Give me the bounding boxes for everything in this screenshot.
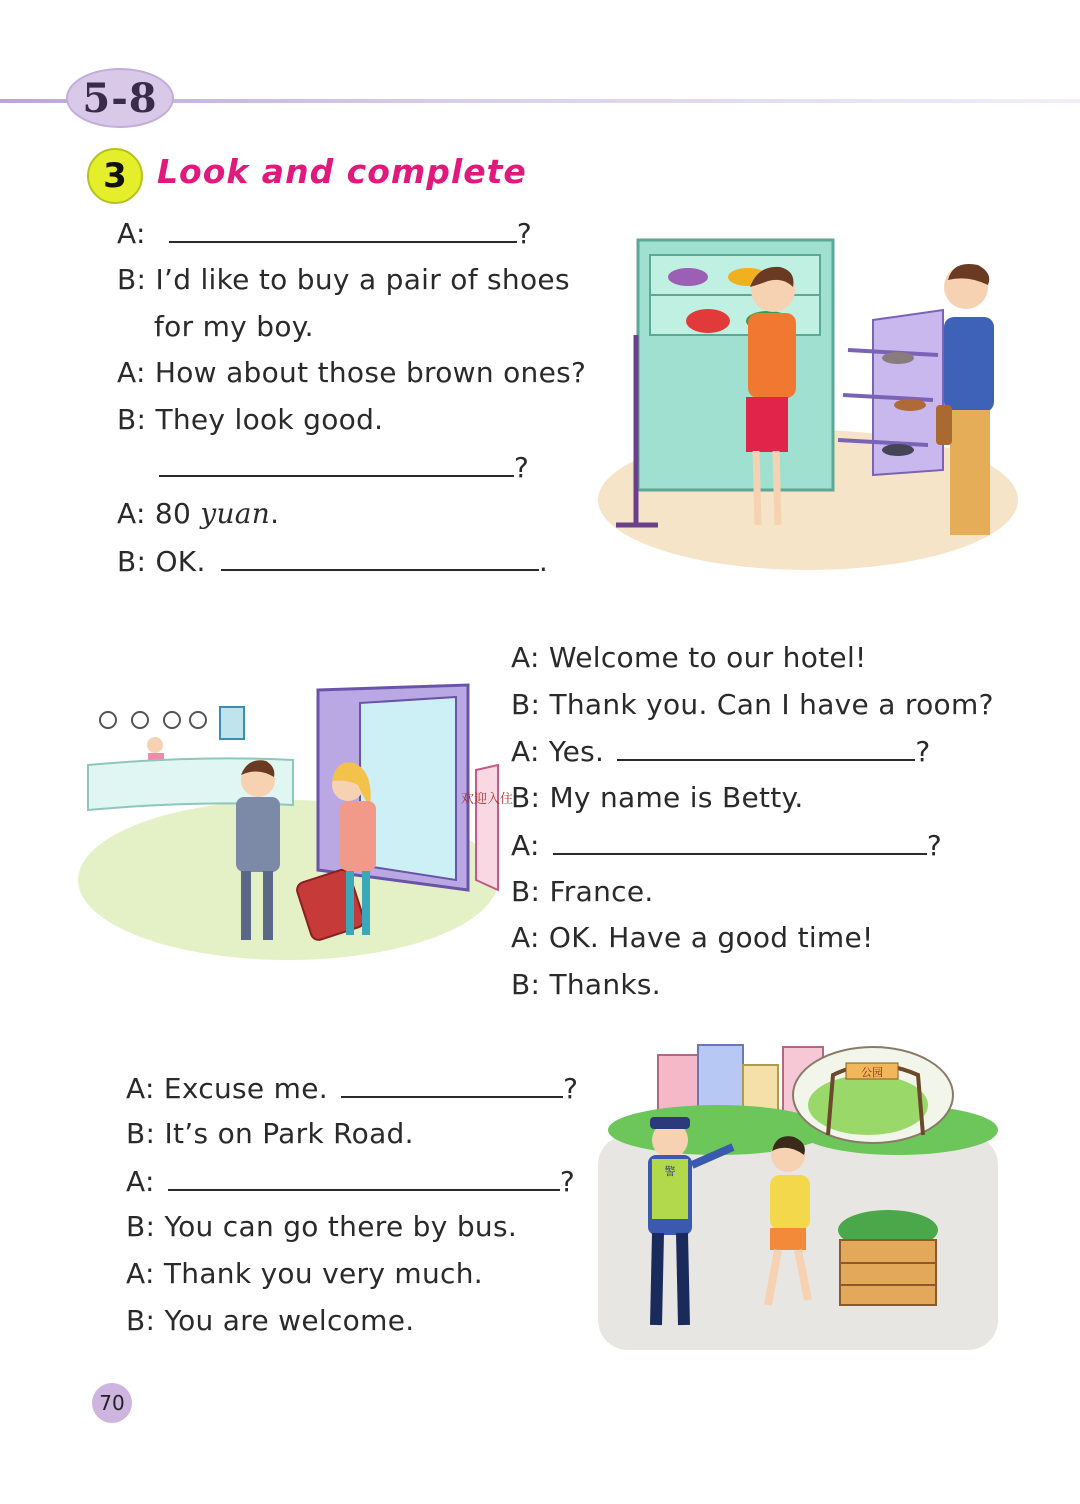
line-text: A: 80 <box>117 497 201 530</box>
answer-blank[interactable] <box>169 213 517 243</box>
dialogue2-line5 <box>511 825 942 866</box>
police-badge: 警 <box>664 1165 676 1178</box>
section-title: Look and complete <box>157 152 527 191</box>
dialogue3-line1 <box>126 1068 578 1109</box>
punct: ? <box>516 217 533 250</box>
section-number-badge: 3 <box>87 148 143 204</box>
dialogue1-line6 <box>159 447 529 488</box>
dialogue2-line8: B: Thanks. <box>511 968 661 1001</box>
dialogue3-line4: B: You can go there by bus. <box>126 1210 518 1243</box>
dialogue1-line3: for my boy. <box>154 310 314 343</box>
shoe-shop-illustration <box>598 225 1018 570</box>
dialogue1-line1 <box>117 213 532 254</box>
punct: ? <box>926 829 943 862</box>
speaker-label: A: <box>511 829 540 862</box>
line-text: B: OK. <box>117 545 206 578</box>
line-text: A: Yes. <box>511 735 605 768</box>
dialogue1-line7 <box>117 494 279 534</box>
directions-illustration <box>598 1035 998 1350</box>
dialogue1-line4: A: How about those brown ones? <box>117 356 587 389</box>
dialogue3-line3 <box>126 1161 575 1202</box>
answer-blank[interactable] <box>159 447 514 477</box>
speaker-label: A: <box>126 1165 155 1198</box>
dialogue2-line1: A: Welcome to our hotel! <box>511 641 867 674</box>
line-text: A: Excuse me. <box>126 1072 328 1105</box>
hotel-welcome-sign: 欢迎入住 <box>460 792 514 807</box>
answer-blank[interactable] <box>168 1161 560 1191</box>
dialogue2-line6: B: France. <box>511 875 654 908</box>
speaker-label: A: <box>117 217 146 250</box>
unit-badge: 5-8 <box>66 68 174 128</box>
answer-blank[interactable] <box>617 731 915 761</box>
currency-word: yuan <box>200 497 271 530</box>
page-number: 70 <box>92 1383 132 1423</box>
answer-blank[interactable] <box>221 541 539 571</box>
answer-blank[interactable] <box>341 1068 563 1098</box>
dialogue1-line5: B: They look good. <box>117 403 384 436</box>
dialogue1-line2: B: I’d like to buy a pair of shoes <box>117 263 570 296</box>
dialogue2-line2: B: Thank you. Can I have a room? <box>511 688 994 721</box>
dialogue2-line3 <box>511 731 931 772</box>
punct: ? <box>915 735 931 768</box>
punct: ? <box>559 1165 576 1198</box>
answer-blank[interactable] <box>553 825 927 855</box>
dialogue3-line5: A: Thank you very much. <box>126 1257 483 1290</box>
hotel-lobby-illustration <box>78 685 514 960</box>
dialogue3-line2: B: It’s on Park Road. <box>126 1117 414 1150</box>
punct: . <box>270 497 280 530</box>
dialogue3-line6: B: You are welcome. <box>126 1304 415 1337</box>
punct: ? <box>563 1072 579 1105</box>
dialogue2-line7: A: OK. Have a good time! <box>511 921 874 954</box>
punct: . <box>538 545 549 578</box>
dialogue2-line4: B: My name is Betty. <box>511 781 804 814</box>
park-sign: 公园 <box>861 1066 883 1079</box>
dialogue1-line8 <box>117 541 548 582</box>
punct: ? <box>514 451 530 484</box>
